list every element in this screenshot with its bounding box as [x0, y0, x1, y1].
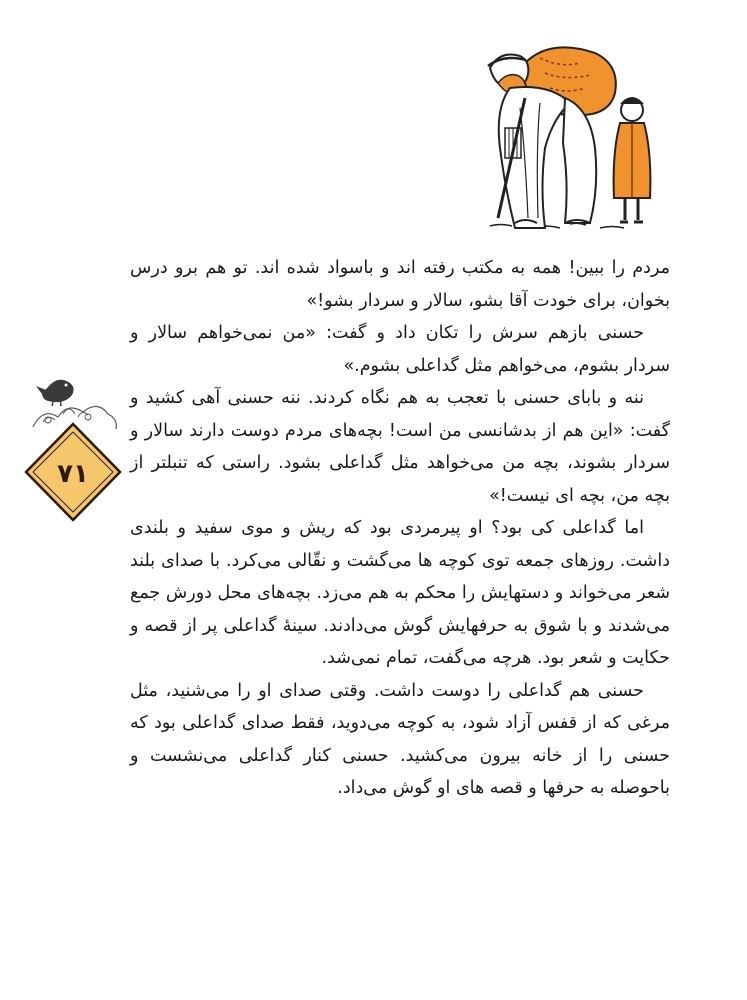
- story-text: [130, 252, 670, 805]
- paragraph: حسنی هم گداعلی را دوست داشت. وقتی صدای او را می‌شنید، مثل مرغی که از قفس آزاد شود، به کوچه می‌دوید، فقط صدای گداعلی بود که حسنی را از خانه بیرون می‌کشید. حسنی کنار گداعلی می‌نشست و باحوصله به حرفها و قصه های او گوش می‌داد.: [130, 680, 670, 798]
- bird-icon: [36, 380, 74, 406]
- page-number-ornament: [18, 372, 128, 532]
- old-beggar-and-boy-illustration: [470, 28, 680, 233]
- paragraph: حسنی بازهم سرش را تکان داد و گفت: «من نمی‌خواهم سالار و سردار بشوم، می‌خواهم مثل گداعلی بشوم.»: [130, 323, 670, 376]
- paragraph: مردم را ببین! همه به مکتب رفته اند و باسواد شده اند. تو هم برو درس بخوان، برای خودت آقا بشو، سالار و سردار بشو!»: [130, 258, 670, 311]
- page-number: ۷۱: [57, 459, 89, 489]
- paragraph: ننه و بابای حسنی با تعجب به هم نگاه کردند. ننه حسنی آهی کشید و گفت: «این هم از بدشانسی من است! بچه‌های مردم دوست دارند سالار و سردار بشوند، بچه من می‌خواهد مثل گداعلی بشود. راستی که تنبلتر از بچه من، بچه ای نیست!»: [130, 388, 670, 506]
- paragraph: اما گداعلی کی بود؟ او پیرمردی بود که ریش و موی سفید و بلندی داشت. روزهای جمعه توی کوچه ها می‌گشت و نقّالی می‌کرد. با صدای بلند شعر می‌خواند و دستهایش را محکم به هم می‌زد. بچه‌های محل دورش جمع می‌شدند و با شوق به حرفهایش گوش می‌دادند. سینهٔ گداعلی پر از قصه و حکایت و شعر بود. هرچه می‌گفت، تمام نمی‌شد.: [130, 518, 670, 668]
